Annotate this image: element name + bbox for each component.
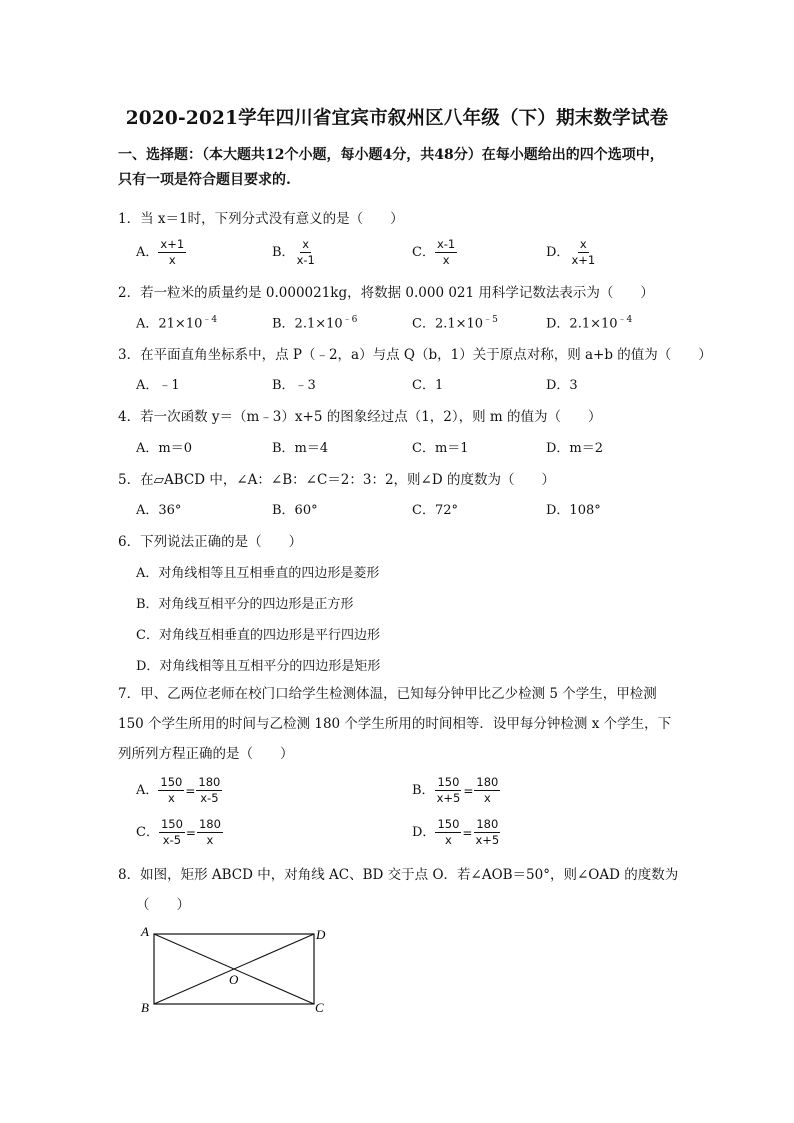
question-2-stem: 2．若一粒米的质量约是 0.000021kg，将数据 0.000 021 用科学记数法表示为（ ） [118,285,654,301]
fraction [435,775,463,806]
fraction [197,817,223,848]
numerator: 150 [160,817,183,831]
vertex-label-c: C [315,1000,324,1015]
question-7-option-d [412,817,501,848]
option-text: D．2.1×10 [546,316,618,332]
question-4-option-d: D．m＝2 [546,441,604,456]
denominator: x+1 [571,253,596,267]
denominator: x [168,253,176,267]
option-label: D． [546,245,570,260]
question-3-stem: 3．在平面直角坐标系中，点 P（﹣2，a）与点 Q（b，1）关于原点对称，则 a+b 的值为（ ） [118,347,712,363]
question-6-option-d: D．对角线相等且互相平分的四边形是矩形 [136,659,381,674]
section-heading [118,143,678,193]
equals-sign: = [185,825,196,840]
question-4-option-a: A．m＝0 [136,441,192,456]
numerator: 150 [437,817,460,831]
question-3-option-b: B．﹣3 [272,378,316,393]
question-1-option-a [136,237,186,268]
question-5-option-d: D．108° [546,503,601,518]
exponent: ﹣4 [617,315,633,325]
denominator: x [483,791,491,805]
vertex-label-a: A [141,924,149,939]
question-1-stem: 1．当 x＝1时，下列分式没有意义的是（ ） [118,211,404,227]
exponent: ﹣6 [342,315,358,325]
numerator: x [579,237,587,251]
question-5-option-a: A．36° [136,503,182,518]
question-5-stem: 5．在▱ABCD 中，∠A：∠B：∠C＝2：3：2，则∠D 的度数为（ ） [118,472,555,488]
question-1-option-b [272,237,317,268]
fraction [158,775,184,806]
option-label: A． [136,245,159,260]
numerator: 150 [160,775,183,789]
question-7-option-a [136,775,222,806]
numerator: x [302,237,310,251]
question-7-option-b [412,775,500,806]
question-3-option-c: C．1 [412,378,444,393]
numerator: x+1 [160,237,185,251]
equals-sign: = [462,825,473,840]
option-label: B． [272,245,295,260]
option-label: D． [412,825,436,840]
fraction [159,817,185,848]
question-7-option-c [136,817,223,848]
question-6-option-b: B．对角线互相平分的四边形是正方形 [136,597,354,612]
question-1-option-d [546,237,597,268]
question-1-option-c [412,237,457,268]
numerator: 180 [476,775,499,789]
question-4-stem: 4．若一次函数 y＝（m﹣3）x+5 的图象经过点（1，2），则 m 的值为（ ） [118,409,602,425]
numerator: 180 [476,817,499,831]
equals-sign: = [185,783,196,798]
section-heading-line2: 只有一项是符合题目要求的. [118,172,291,188]
denominator: x+5 [475,833,500,847]
fraction [158,237,186,268]
fraction [473,817,501,848]
option-text: B．2.1×10 [272,316,343,332]
option-label: C． [412,245,435,260]
question-4-option-c: C．m＝1 [412,441,469,456]
page-title: 2020-2021学年四川省宜宾市叙州区八年级（下）期末数学试卷 [125,108,669,129]
option-label: C． [136,825,159,840]
question-6-stem: 6．下列说法正确的是（ ） [118,534,303,550]
denominator: x-5 [200,791,219,805]
denominator: x-1 [296,253,315,267]
denominator: x [167,791,175,805]
center-label-o: O [229,972,239,987]
question-2-option-a [136,312,217,331]
section-heading-line1: 一、选择题：（本大题共12个小题，每小题4分，共48分）在每小题给出的四个选项中， [118,147,664,163]
denominator: x [445,833,452,847]
vertex-label-b: B [141,1000,149,1015]
question-2-option-b [272,312,357,331]
question-3-option-d: D．3 [546,378,578,393]
denominator: x+5 [436,791,461,805]
question-5-option-b: B．60° [272,503,318,518]
question-8-answer-blank: （ ） [136,897,190,913]
fraction [295,237,317,268]
vertex-label-d: D [316,927,326,942]
question-4-option-b: B．m＝4 [272,441,329,456]
exponent: ﹣5 [483,315,498,325]
numerator: 180 [198,817,221,831]
exponent: ﹣4 [202,315,218,325]
question-3-option-a: A．﹣1 [136,378,180,393]
numerator: 150 [437,775,460,789]
denominator: x [442,253,450,267]
numerator: x-1 [436,237,456,251]
rectangle-diagram [136,922,336,1022]
question-6-option-c: C．对角线互相垂直的四边形是平行四边形 [136,628,380,643]
option-label: B． [412,783,435,798]
question-7-stem: 7．甲、乙两位老师在校门口给学生检测体温，已知每分钟甲比乙少检测 5 个学生，甲检测 150 个学生所用的时间与乙检测 180 个学生所用的时间相等．设甲每分钟检测 x 个学生，下列所列方程正确的是（ ） [118,686,672,762]
equals-sign: = [463,783,474,798]
option-label: A． [136,783,159,798]
question-8-stem: 8．如图，矩形 ABCD 中，对角线 AC、BD 交于点 O．若∠AOB＝50°，则∠OAD 的度数为 [118,867,679,883]
question-6-option-a: A．对角线相等且互相垂直的四边形是菱形 [136,566,380,581]
fraction [474,775,500,806]
fraction [569,237,597,268]
denominator: x-5 [162,833,182,847]
denominator: x [206,833,214,847]
fraction [435,817,461,848]
option-text: A．21×10 [136,316,203,332]
question-5-option-c: C．72° [412,503,458,518]
option-text: C．2.1×10 [412,316,484,332]
numerator: 180 [198,775,221,789]
question-2-option-c [412,312,498,331]
question-2-option-d [546,312,632,331]
fraction [435,237,457,268]
fraction [196,775,222,806]
